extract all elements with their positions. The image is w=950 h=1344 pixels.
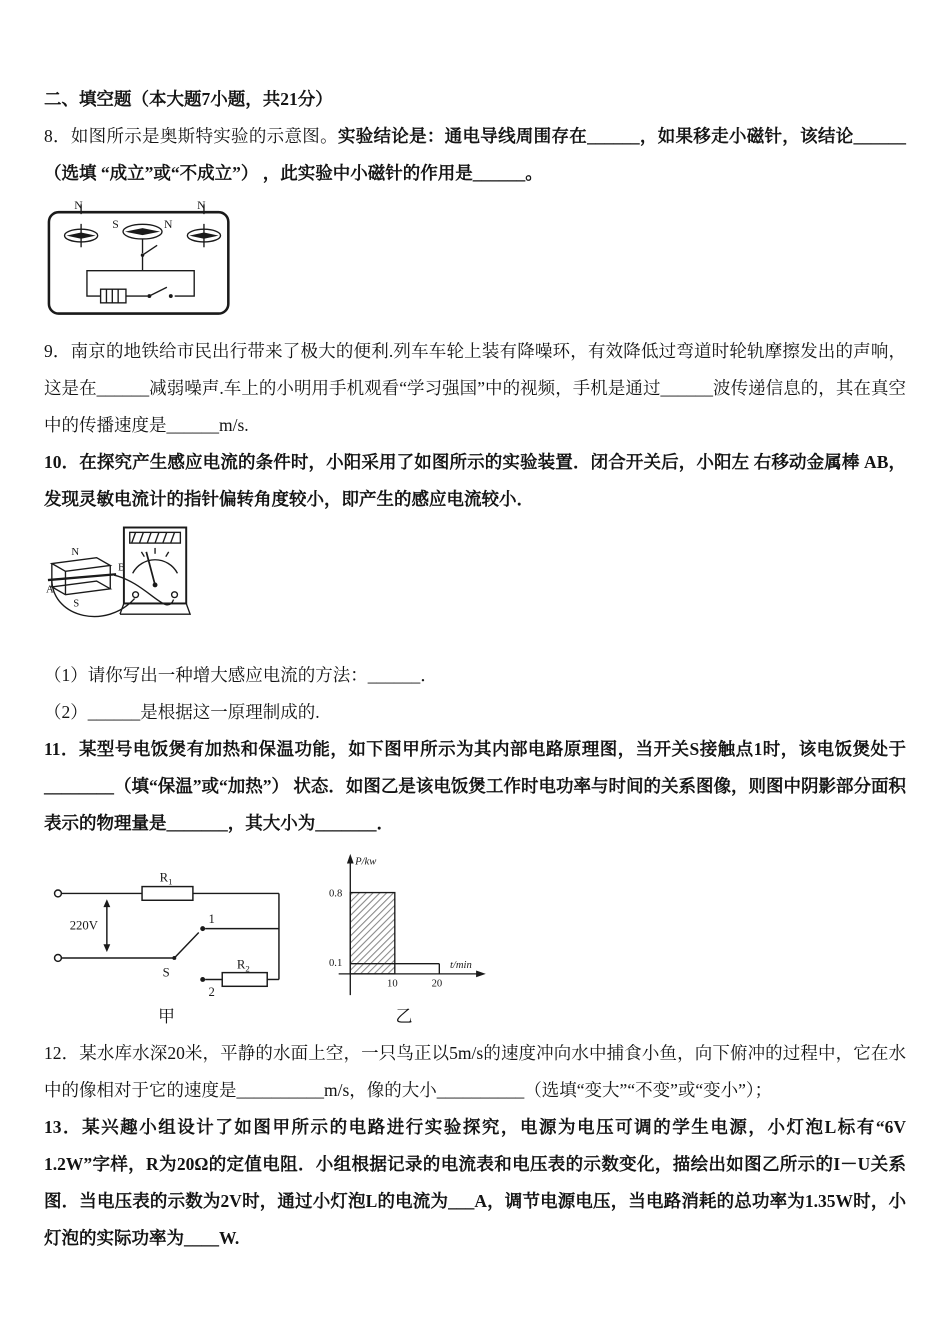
x-tick-20: 20 (431, 978, 443, 990)
magnet-pole-bottom-icon (52, 581, 110, 595)
question-8 (44, 118, 906, 192)
x-tick-10: 10 (387, 978, 398, 990)
galvanometer-needle-icon (146, 552, 155, 585)
caption-jia: 甲 (158, 1007, 175, 1026)
caption-yi: 乙 (395, 1007, 413, 1026)
q11-figures-row (44, 850, 906, 1027)
question-10-sub2: （2）______是根据这一原理制成的. (44, 702, 320, 722)
induction-experiment-figure (46, 524, 906, 647)
magnet-label-n: N (71, 545, 80, 558)
rod-label-a: A (46, 583, 54, 596)
y-axis-label: P/kw (355, 856, 377, 868)
contact-1-label: 1 (208, 911, 215, 926)
r2-base: R (236, 957, 246, 972)
r1-label (160, 871, 173, 887)
q8-body: 实验结论是：通电导线周围存在______，如果移走小磁针，该结论______ （选填 “成立”或“不成立”） ，此实验中小磁针的作用是______。 (44, 126, 907, 183)
terminal-bottom-icon (55, 955, 62, 962)
compass-label-n-mid: N (163, 217, 173, 231)
contact-2-label: 2 (208, 985, 215, 1000)
section-header: 二、填空题（本大题7小题，共21分） (44, 89, 333, 109)
compass-label-s-mid: S (112, 217, 119, 231)
knife-switch-icon (149, 287, 167, 296)
r2-sub: 2 (245, 963, 250, 974)
resistor-r1-icon (142, 887, 193, 901)
circuit-jia-figure (44, 868, 289, 1027)
switch-arm-icon (143, 245, 158, 255)
magnet-label-s: S (73, 597, 80, 610)
rod-label-b: B (118, 561, 126, 574)
battery-icon (101, 289, 126, 303)
terminal-top-icon (55, 890, 62, 897)
question-10: 10．在探究产生感应电流的条件时，小阳采用了如图所示的实验装置．闭合开关后，小阳左 右移动金属棒 AB，发现灵敏电流计的指针偏转角度较小，即产生的感应电流较小． (44, 452, 906, 509)
shaded-area (350, 893, 395, 974)
voltage-label: 220V (69, 918, 98, 933)
graph-drawing (339, 854, 486, 995)
q8-intro: 8．如图所示是奥斯特实验的示意图。 (44, 126, 338, 146)
oersted-labels (74, 199, 206, 231)
question-12: 12．某水库水深20米，平静的水面上空，一只鸟正以5m/s的速度冲向水中捕食小鱼，向下俯冲的过程中，它在水中的像相对于它的速度是__________m/s，像的大小__________（选填“变大”“不变”或“变小”）； (44, 1043, 906, 1100)
y-tick-08: 0.8 (329, 888, 343, 900)
question-13: 13．某兴趣小组设计了如图甲所示的电路进行实验探究，电源为电压可调的学生电源，小灯泡L标有“6V 1.2W”字样，R为20Ω的定值电阻．小组根据记录的电流表和电压表的示数变化，描绘出如图乙所示的I－U关系图．当电压表的示数为2V时，通过小灯泡L的电流为___A，调节电源电压，当电路消耗的总功率为1.35W时，小灯泡的实际功率为____W. (44, 1117, 906, 1248)
x-axis-label: t/min (449, 960, 472, 972)
power-time-graph-figure (319, 850, 489, 1027)
circuit-jia-svg (44, 868, 289, 1000)
power-time-graph-svg (319, 850, 489, 1000)
rod-ab-icon (48, 574, 116, 580)
compass-label-n-left: N (74, 199, 83, 213)
question-9: 9．南京的地铁给市民出行带来了极大的便利.列车车轮上装有降噪环，有效降低过弯道时轮轨摩擦发出的声响，这是在______减弱噪声.车上的小明用手机观看“学习强国”中的视频，手机是通过______波传递信息的，其在真空中的传播速度是______m/s. (44, 341, 906, 435)
oersted-figure-svg (46, 198, 241, 318)
question-11: 11．某型号电饭煲有加热和保温功能，如下图甲所示为其内部电路原理图，当开关S接触点1时，该电饭煲处于________（填“保温”或“加热”） 状态．如图乙是该电饭煲工作时电功率与时间的关系图像，则图中阴影部分面积表示的物理量是_______，其大小为_______． (44, 739, 906, 833)
r1-base: R (159, 870, 169, 885)
compass-label-n-right: N (197, 199, 206, 213)
oersted-drawing (49, 204, 228, 313)
y-tick-01: 0.1 (329, 958, 343, 970)
r2-label (237, 958, 250, 974)
galvanometer-scale-icon (133, 560, 178, 574)
resistor-r2-icon (222, 973, 267, 987)
magnet-pole-top-icon (52, 558, 110, 572)
switch-s-arm-icon (174, 933, 198, 958)
oersted-experiment-figure (46, 198, 906, 323)
induction-figure-svg (46, 524, 231, 642)
switch-s-label: S (162, 965, 170, 980)
r1-sub: 1 (168, 876, 173, 887)
question-10-sub1: （1）请你写出一种增大感应电流的方法：______． (44, 665, 438, 685)
